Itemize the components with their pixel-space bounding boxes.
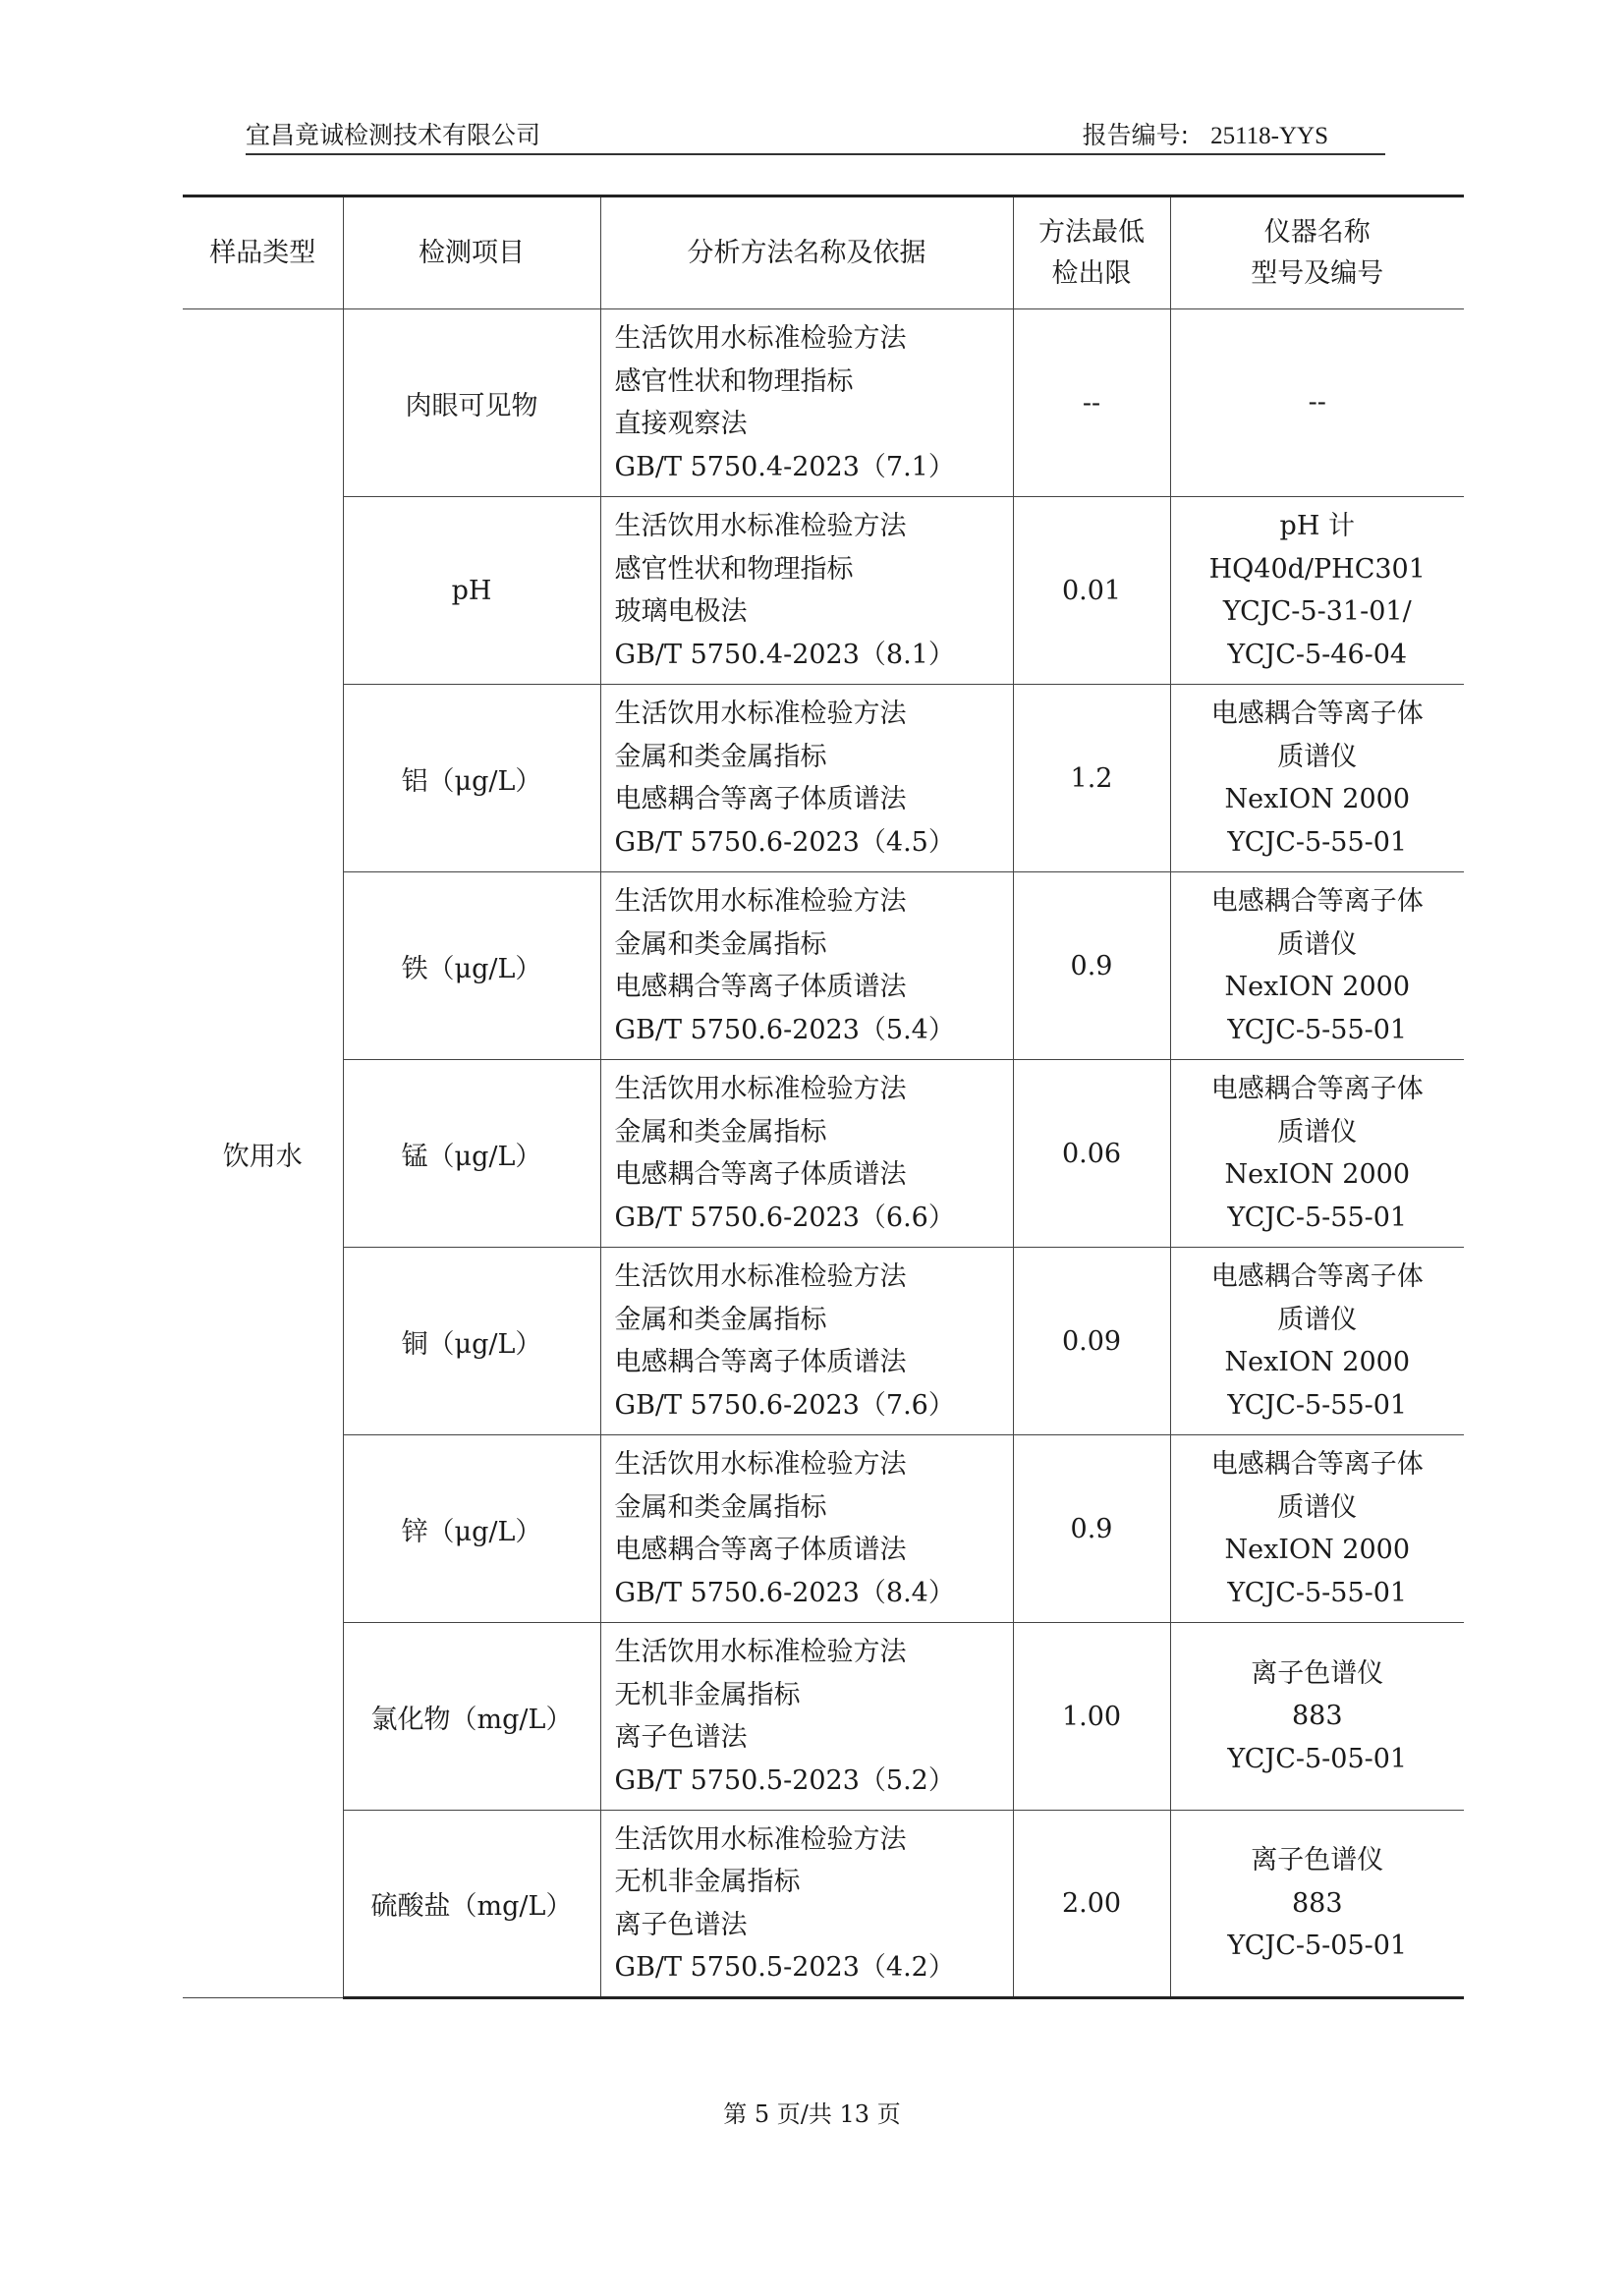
instrument-cell: [1170, 497, 1464, 685]
instrument-line: --: [1308, 387, 1326, 419]
instrument-line: YCJC-5-05-01: [1227, 1743, 1408, 1774]
instrument-line: 质谱仪: [1277, 1116, 1358, 1148]
instrument-line: NexION 2000: [1224, 784, 1411, 814]
detection-limit-cell: 2.00: [1013, 1811, 1170, 1998]
table-row: [183, 497, 1464, 685]
instrument-cell: [1170, 1435, 1464, 1623]
instrument-line: NexION 2000: [1224, 972, 1411, 1002]
instrument-line: YCJC-5-46-04: [1227, 639, 1408, 670]
report-number: 25118-YYS: [1210, 123, 1328, 149]
table-row: [183, 309, 1464, 497]
instrument-line: NexION 2000: [1224, 1535, 1411, 1565]
instrument-cell: [1170, 1060, 1464, 1248]
instrument-line: 电感耦合等离子体: [1210, 1261, 1424, 1292]
method-line: 生活饮用水标准检验方法: [614, 699, 907, 729]
method-line: GB/T 5750.4-2023（7.1）: [614, 451, 955, 482]
instrument-line: YCJC-5-55-01: [1227, 1577, 1408, 1608]
header-line: 分析方法名称及依据: [687, 237, 926, 268]
method-cell: [600, 309, 1013, 497]
table-body: [183, 309, 1464, 1998]
method-line: GB/T 5750.4-2023（8.1）: [614, 639, 955, 670]
test-item-cell: 硫酸盐（mg/L）: [343, 1811, 600, 1998]
table-row: [183, 872, 1464, 1060]
instrument-line: YCJC-5-55-01: [1227, 826, 1408, 858]
method-line: 生活饮用水标准检验方法: [614, 1449, 907, 1480]
instrument-cell: [1170, 1623, 1464, 1811]
instrument-cell: [1170, 685, 1464, 872]
method-line: 离子色谱法: [614, 1909, 748, 1940]
method-line: 生活饮用水标准检验方法: [614, 1637, 907, 1667]
instrument-line: 质谱仪: [1277, 1304, 1358, 1335]
header-test-item: [343, 196, 600, 309]
instrument-line: 电感耦合等离子体: [1210, 1449, 1424, 1480]
instrument-line: 质谱仪: [1277, 741, 1358, 772]
header-line: 方法最低: [1038, 216, 1145, 248]
detection-limit-cell: 0.06: [1013, 1060, 1170, 1248]
sample-type-cell: 饮用水: [183, 309, 343, 1998]
detection-limit-cell: --: [1013, 309, 1170, 497]
instrument-cell: [1170, 309, 1464, 497]
method-cell: [600, 1811, 1013, 1998]
method-line: 生活饮用水标准检验方法: [614, 886, 907, 917]
method-line: GB/T 5750.6-2023（6.6）: [614, 1202, 955, 1233]
test-item-cell: 铜（μg/L）: [343, 1248, 600, 1435]
detection-limit-cell: 1.00: [1013, 1623, 1170, 1811]
instrument-line: YCJC-5-55-01: [1227, 1389, 1408, 1421]
method-line: 生活饮用水标准检验方法: [614, 1074, 907, 1104]
method-cell: [600, 1248, 1013, 1435]
report-number-label: 报告编号:: [1082, 121, 1190, 149]
test-item-cell: pH: [343, 497, 600, 685]
company-name: 宜昌竟诚检测技术有限公司: [246, 121, 541, 149]
method-cell: [600, 1435, 1013, 1623]
method-line: 感官性状和物理指标: [614, 365, 854, 397]
instrument-line: 电感耦合等离子体: [1210, 699, 1424, 729]
instrument-line: NexION 2000: [1224, 1159, 1411, 1190]
table-row: [183, 1623, 1464, 1811]
method-line: 电感耦合等离子体质谱法: [614, 1535, 907, 1565]
method-line: 金属和类金属指标: [614, 1116, 827, 1148]
method-line: 生活饮用水标准检验方法: [614, 323, 907, 354]
header-instrument: [1170, 196, 1464, 309]
method-line: 金属和类金属指标: [614, 1491, 827, 1523]
method-line: 直接观察法: [614, 409, 748, 439]
header-line: 型号及编号: [1251, 257, 1384, 289]
table-row: [183, 1060, 1464, 1248]
test-item-cell: 氯化物（mg/L）: [343, 1623, 600, 1811]
table-row: [183, 1248, 1464, 1435]
instrument-line: 883: [1291, 1887, 1343, 1919]
method-line: GB/T 5750.5-2023（4.2）: [614, 1952, 955, 1983]
table-row: [183, 1435, 1464, 1623]
method-cell: [600, 1623, 1013, 1811]
method-cell: [600, 685, 1013, 872]
test-item-cell: 锌（μg/L）: [343, 1435, 600, 1623]
detection-limit-cell: 1.2: [1013, 685, 1170, 872]
method-line: GB/T 5750.6-2023（8.4）: [614, 1577, 955, 1608]
method-line: GB/T 5750.6-2023（4.5）: [614, 826, 955, 858]
header-line: 仪器名称: [1263, 216, 1371, 248]
method-line: 金属和类金属指标: [614, 741, 827, 772]
instrument-line: 883: [1291, 1701, 1343, 1732]
method-line: GB/T 5750.6-2023（7.6）: [614, 1389, 955, 1421]
instrument-cell: [1170, 1248, 1464, 1435]
instrument-line: YCJC-5-55-01: [1227, 1202, 1408, 1233]
header-detection-limit: [1013, 196, 1170, 309]
header-line: 检测项目: [419, 237, 525, 268]
method-cell: [600, 497, 1013, 685]
page-header: [246, 110, 1385, 155]
method-line: 玻璃电极法: [614, 596, 748, 627]
instrument-line: YCJC-5-55-01: [1227, 1014, 1408, 1045]
header-method: [600, 196, 1013, 309]
instrument-cell: [1170, 1811, 1464, 1998]
method-line: 电感耦合等离子体质谱法: [614, 1347, 907, 1377]
method-line: 金属和类金属指标: [614, 1304, 827, 1335]
test-item-cell: 肉眼可见物: [343, 309, 600, 497]
method-line: 电感耦合等离子体质谱法: [614, 1159, 907, 1190]
detection-limit-cell: 0.09: [1013, 1248, 1170, 1435]
report-number-block: [1083, 116, 1328, 151]
method-cell: [600, 1060, 1013, 1248]
page-number: 第 5 页/共 13 页: [723, 2100, 901, 2128]
instrument-line: 离子色谱仪: [1251, 1845, 1384, 1876]
test-item-cell: 铁（μg/L）: [343, 872, 600, 1060]
table-row: [183, 685, 1464, 872]
header-line: 检出限: [1051, 257, 1132, 289]
method-line: 生活饮用水标准检验方法: [614, 511, 907, 541]
instrument-line: YCJC-5-05-01: [1227, 1931, 1408, 1962]
header-line: 样品类型: [209, 237, 316, 268]
method-line: 感官性状和物理指标: [614, 553, 854, 585]
method-line: GB/T 5750.5-2023（5.2）: [614, 1764, 955, 1796]
method-line: 电感耦合等离子体质谱法: [614, 972, 907, 1002]
instrument-line: 电感耦合等离子体: [1210, 1074, 1424, 1104]
table-header-row: [183, 196, 1464, 309]
test-methods-table: [183, 195, 1464, 1999]
detection-limit-cell: 0.9: [1013, 872, 1170, 1060]
method-cell: [600, 872, 1013, 1060]
method-line: 生活饮用水标准检验方法: [614, 1823, 907, 1855]
instrument-line: YCJC-5-31-01/: [1222, 596, 1412, 627]
instrument-cell: [1170, 872, 1464, 1060]
method-line: 离子色谱法: [614, 1722, 748, 1753]
method-line: 无机非金属指标: [614, 1867, 801, 1897]
header-sample-type: [183, 196, 343, 309]
method-line: 金属和类金属指标: [614, 928, 827, 960]
instrument-line: 电感耦合等离子体: [1210, 886, 1424, 917]
instrument-line: pH 计: [1279, 511, 1355, 541]
instrument-line: 质谱仪: [1277, 928, 1358, 960]
instrument-line: 离子色谱仪: [1251, 1657, 1384, 1689]
test-item-cell: 锰（μg/L）: [343, 1060, 600, 1248]
test-item-cell: 铝（μg/L）: [343, 685, 600, 872]
instrument-line: HQ40d/PHC301: [1208, 553, 1426, 585]
detection-limit-cell: 0.01: [1013, 497, 1170, 685]
instrument-line: NexION 2000: [1224, 1347, 1411, 1377]
method-line: 电感耦合等离子体质谱法: [614, 784, 907, 814]
instrument-line: 质谱仪: [1277, 1491, 1358, 1523]
method-line: 生活饮用水标准检验方法: [614, 1261, 907, 1292]
method-line: 无机非金属指标: [614, 1679, 801, 1710]
method-line: GB/T 5750.6-2023（5.4）: [614, 1014, 955, 1045]
table-row: [183, 1811, 1464, 1998]
detection-limit-cell: 0.9: [1013, 1435, 1170, 1623]
